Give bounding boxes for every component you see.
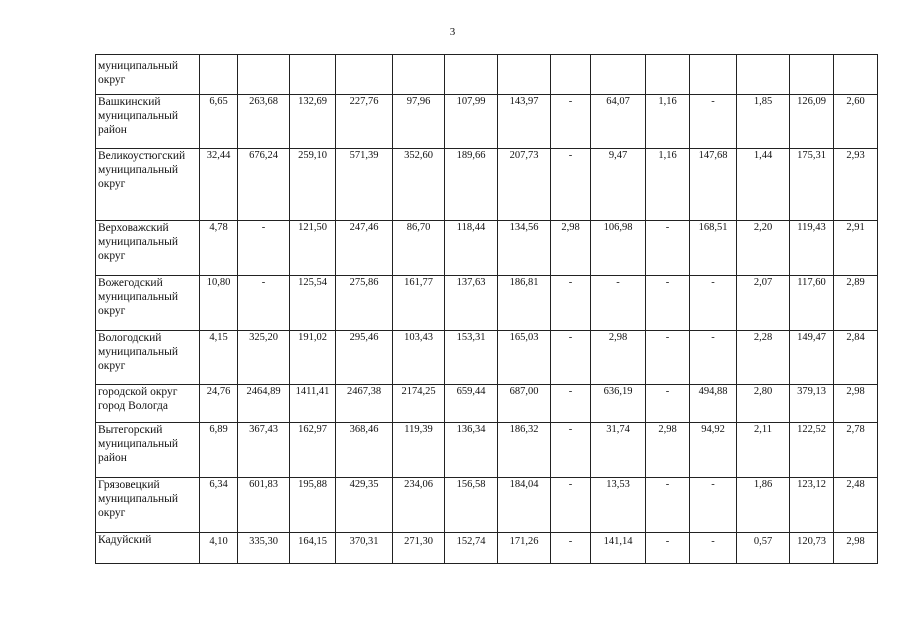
value-cell: - — [551, 276, 591, 331]
municipality-name: Вожегодский муниципальный округ — [96, 276, 200, 331]
value-cell: 2,98 — [591, 331, 646, 385]
value-cell: 2,11 — [737, 423, 790, 478]
value-cell: 119,43 — [790, 221, 834, 276]
value-cell: 143,97 — [498, 95, 551, 149]
value-cell: - — [551, 385, 591, 423]
value-cell: 126,09 — [790, 95, 834, 149]
value-cell: 335,30 — [238, 533, 290, 564]
value-cell: - — [646, 331, 690, 385]
value-cell — [551, 55, 591, 95]
value-cell: 121,50 — [290, 221, 336, 276]
value-cell: 494,88 — [690, 385, 737, 423]
value-cell: 429,35 — [336, 478, 393, 533]
municipal-data-table — [95, 54, 878, 564]
municipality-name: Кадуйский — [96, 533, 200, 564]
value-cell: 6,65 — [200, 95, 238, 149]
value-cell — [591, 55, 646, 95]
municipality-name: Верховажский муниципальный округ — [96, 221, 200, 276]
value-cell: - — [690, 331, 737, 385]
value-cell — [336, 55, 393, 95]
value-cell: 119,39 — [393, 423, 445, 478]
table-row — [96, 385, 878, 423]
value-cell — [238, 55, 290, 95]
value-cell: 2,98 — [834, 533, 878, 564]
value-cell: 136,34 — [445, 423, 498, 478]
value-cell: 2,20 — [737, 221, 790, 276]
value-cell: 195,88 — [290, 478, 336, 533]
value-cell: - — [238, 276, 290, 331]
table-row — [96, 478, 878, 533]
municipality-name: городской округ город Вологда — [96, 385, 200, 423]
value-cell: 13,53 — [591, 478, 646, 533]
value-cell: 118,44 — [445, 221, 498, 276]
value-cell: 32,44 — [200, 149, 238, 221]
value-cell: 1,44 — [737, 149, 790, 221]
value-cell: 687,00 — [498, 385, 551, 423]
value-cell: 171,26 — [498, 533, 551, 564]
value-cell: 2,78 — [834, 423, 878, 478]
value-cell — [393, 55, 445, 95]
value-cell: 6,89 — [200, 423, 238, 478]
value-cell: 175,31 — [790, 149, 834, 221]
value-cell: 189,66 — [445, 149, 498, 221]
value-cell: 186,32 — [498, 423, 551, 478]
value-cell: 367,43 — [238, 423, 290, 478]
value-cell: 2,48 — [834, 478, 878, 533]
table-row — [96, 95, 878, 149]
municipality-name: Грязовецкий муниципальный округ — [96, 478, 200, 533]
value-cell: 263,68 — [238, 95, 290, 149]
value-cell: 4,78 — [200, 221, 238, 276]
value-cell — [834, 55, 878, 95]
municipality-name: Вашкинский муниципальный район — [96, 95, 200, 149]
value-cell: 275,86 — [336, 276, 393, 331]
value-cell — [290, 55, 336, 95]
value-cell: - — [690, 95, 737, 149]
value-cell: 186,81 — [498, 276, 551, 331]
value-cell: 132,69 — [290, 95, 336, 149]
value-cell: 156,58 — [445, 478, 498, 533]
value-cell: 6,34 — [200, 478, 238, 533]
value-cell: 141,14 — [591, 533, 646, 564]
value-cell: 147,68 — [690, 149, 737, 221]
value-cell: 149,47 — [790, 331, 834, 385]
value-cell: 2,98 — [551, 221, 591, 276]
value-cell: 103,43 — [393, 331, 445, 385]
table-row — [96, 221, 878, 276]
table-row — [96, 423, 878, 478]
value-cell: - — [646, 221, 690, 276]
value-cell: 259,10 — [290, 149, 336, 221]
value-cell: 86,70 — [393, 221, 445, 276]
value-cell: 2,28 — [737, 331, 790, 385]
municipality-name: Великоустюгский муниципальный округ — [96, 149, 200, 221]
value-cell: 9,47 — [591, 149, 646, 221]
value-cell: 659,44 — [445, 385, 498, 423]
value-cell: 4,10 — [200, 533, 238, 564]
value-cell: 1,86 — [737, 478, 790, 533]
value-cell: 2,07 — [737, 276, 790, 331]
value-cell: 1411,41 — [290, 385, 336, 423]
value-cell: 1,16 — [646, 149, 690, 221]
municipality-name: Вытегорский муниципальный район — [96, 423, 200, 478]
value-cell: 31,74 — [591, 423, 646, 478]
value-cell: 571,39 — [336, 149, 393, 221]
value-cell: 352,60 — [393, 149, 445, 221]
value-cell: - — [238, 221, 290, 276]
value-cell: 2174,25 — [393, 385, 445, 423]
value-cell: 379,13 — [790, 385, 834, 423]
value-cell: 125,54 — [290, 276, 336, 331]
value-cell: 2,93 — [834, 149, 878, 221]
value-cell: 325,20 — [238, 331, 290, 385]
value-cell: - — [551, 149, 591, 221]
value-cell: 97,96 — [393, 95, 445, 149]
value-cell: 168,51 — [690, 221, 737, 276]
value-cell: 227,76 — [336, 95, 393, 149]
value-cell: 2467,38 — [336, 385, 393, 423]
municipality-name: Вологодский муниципальный округ — [96, 331, 200, 385]
value-cell — [445, 55, 498, 95]
value-cell: 601,83 — [238, 478, 290, 533]
value-cell: 24,76 — [200, 385, 238, 423]
value-cell: 120,73 — [790, 533, 834, 564]
value-cell: 122,52 — [790, 423, 834, 478]
value-cell: 370,31 — [336, 533, 393, 564]
value-cell: 234,06 — [393, 478, 445, 533]
value-cell: 152,74 — [445, 533, 498, 564]
value-cell: 137,63 — [445, 276, 498, 331]
value-cell: 64,07 — [591, 95, 646, 149]
value-cell: - — [551, 478, 591, 533]
value-cell: - — [551, 533, 591, 564]
value-cell: 4,15 — [200, 331, 238, 385]
value-cell: 107,99 — [445, 95, 498, 149]
value-cell — [498, 55, 551, 95]
value-cell: 2,84 — [834, 331, 878, 385]
value-cell: 2464,89 — [238, 385, 290, 423]
value-cell: 1,16 — [646, 95, 690, 149]
table-row — [96, 331, 878, 385]
value-cell: - — [646, 385, 690, 423]
value-cell: - — [646, 533, 690, 564]
value-cell: 0,57 — [737, 533, 790, 564]
value-cell: 2,91 — [834, 221, 878, 276]
value-cell: 2,60 — [834, 95, 878, 149]
value-cell — [737, 55, 790, 95]
page-number: 3 — [449, 26, 456, 38]
value-cell: 247,46 — [336, 221, 393, 276]
value-cell: 2,98 — [646, 423, 690, 478]
value-cell: 162,97 — [290, 423, 336, 478]
value-cell: 134,56 — [498, 221, 551, 276]
value-cell: - — [646, 478, 690, 533]
value-cell: - — [690, 276, 737, 331]
value-cell: 117,60 — [790, 276, 834, 331]
value-cell: 1,85 — [737, 95, 790, 149]
value-cell: 636,19 — [591, 385, 646, 423]
table-row — [96, 533, 878, 564]
value-cell: 191,02 — [290, 331, 336, 385]
value-cell: 2,80 — [737, 385, 790, 423]
value-cell: 368,46 — [336, 423, 393, 478]
value-cell: 2,98 — [834, 385, 878, 423]
value-cell: 676,24 — [238, 149, 290, 221]
value-cell: 271,30 — [393, 533, 445, 564]
value-cell: - — [646, 276, 690, 331]
table-row — [96, 276, 878, 331]
value-cell: 10,80 — [200, 276, 238, 331]
value-cell: 164,15 — [290, 533, 336, 564]
value-cell — [646, 55, 690, 95]
table-row — [96, 149, 878, 221]
municipality-name: муниципальный округ — [96, 55, 200, 95]
value-cell — [690, 55, 737, 95]
value-cell: - — [551, 95, 591, 149]
value-cell: 106,98 — [591, 221, 646, 276]
table-row — [96, 55, 878, 95]
value-cell: 295,46 — [336, 331, 393, 385]
value-cell: - — [551, 331, 591, 385]
value-cell — [200, 55, 238, 95]
value-cell: 2,89 — [834, 276, 878, 331]
value-cell: 184,04 — [498, 478, 551, 533]
value-cell: - — [591, 276, 646, 331]
value-cell: - — [690, 533, 737, 564]
value-cell — [790, 55, 834, 95]
value-cell: - — [690, 478, 737, 533]
value-cell: 207,73 — [498, 149, 551, 221]
value-cell: 123,12 — [790, 478, 834, 533]
value-cell: 165,03 — [498, 331, 551, 385]
value-cell: 94,92 — [690, 423, 737, 478]
value-cell: 161,77 — [393, 276, 445, 331]
value-cell: - — [551, 423, 591, 478]
value-cell: 153,31 — [445, 331, 498, 385]
